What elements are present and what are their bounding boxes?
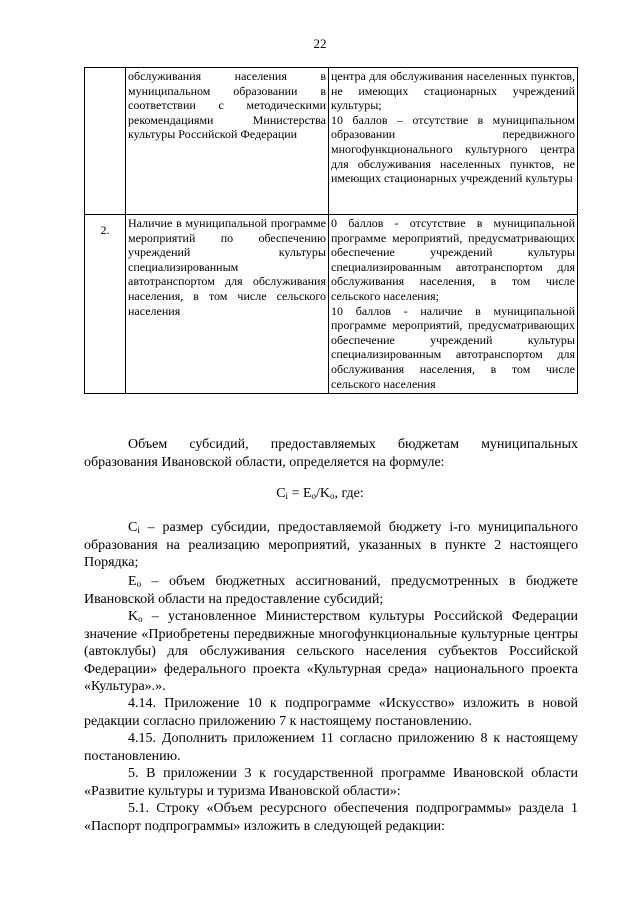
criterion-cell: Наличие в муниципальной программе мероприятий по обеспечению учреждений культуры специализированным автотранспортом для обслуживания населения, в том числе сельского населения: [126, 215, 329, 394]
row-number: 2.: [85, 215, 126, 394]
formula-subscript: i: [285, 491, 289, 501]
def-text: – размер субсидии, предоставляемой бюджету i-го муниципального образования на реализацию мероприятий, указанных в пункте 2 настоящего Порядка;: [84, 520, 578, 571]
score-cell: [329, 68, 578, 215]
formula-symbol: C: [276, 486, 286, 501]
formula: [0, 486, 640, 502]
score-text: 10 баллов – отсутствие в муниципальном образовании передвижного многофункционального культурного центра для обслуживания населенных пунктов, не имеющих стационарных учреждений культуры: [331, 112, 575, 186]
formula-text: /K: [316, 486, 331, 501]
formula-subscript: o: [311, 491, 317, 501]
table-row: [85, 215, 578, 394]
paragraph-5: 5. В приложении 3 к государственной программе Ивановской области «Развитие культуры и туризма Ивановской области»:: [84, 766, 578, 799]
score-text: 10 баллов - наличие в муниципальной программе мероприятий, предусматривающих обеспечение учреждений культуры специализированным автотранспортом для обслуживания населения, в том числе сельского населения: [331, 303, 575, 391]
def-subscript: o: [136, 579, 142, 589]
def-subscript: o: [138, 614, 143, 624]
paragraph-4-15: 4.15. Дополнить приложением 11 согласно приложению 8 к настоящему постановлению.: [84, 731, 578, 764]
def-subscript: i: [137, 525, 140, 535]
paragraph-5-1: 5.1. Строку «Объем ресурсного обеспечения подпрограммы» раздела 1 «Паспорт подпрограммы» изложить в следующей редакции:: [84, 801, 578, 834]
formula-text: = E: [288, 486, 312, 501]
score-text: центра для обслуживания населенных пунктов, не имеющих стационарных учреждений культуры;: [331, 69, 575, 113]
paragraph-4-14: 4.14. Приложение 10 к подпрограмме «Искусство» изложить в новой редакции согласно приложению 7 к настоящему постановлению.: [84, 696, 578, 729]
score-text: 0 баллов - отсутствие в муниципальной программе мероприятий, предусматривающих обеспечение учреждений культуры специализированным автотранспортом для обслуживания населения, в том числе сельского населения;: [331, 216, 575, 303]
table-row: [85, 68, 578, 215]
def-text: – объем бюджетных ассигнований, предусмотренных в бюджете Ивановской области на предоставление субсидий;: [84, 574, 578, 607]
def-text: – установленное Министерством культуры Российской Федерации значение «Приобретены передвижные многофункциональные культурные центры (автоклубы) для обслуживания сельского населения субъектов Российской Федерации» федерального проекта «Культурная среда» национального проекта «Культура».».: [84, 609, 578, 695]
def-symbol: K: [128, 609, 139, 624]
criterion-cell: обслуживания населения в муниципальном образовании в соответствии с методическими рекомендациями Министерства культуры Российской Федерации: [126, 68, 329, 215]
page-number: 22: [313, 36, 327, 51]
criteria-table: [84, 67, 578, 394]
formula-text: , где:: [334, 486, 364, 501]
definition-ci: [84, 519, 578, 572]
def-symbol: C: [128, 520, 138, 535]
definition-ko: [84, 608, 578, 696]
definition-eo: [84, 573, 578, 608]
formula-subscript: o: [330, 491, 335, 501]
score-cell: [329, 215, 578, 394]
def-symbol: E: [128, 574, 137, 589]
row-number: [85, 68, 126, 215]
intro-paragraph: Объем субсидий, предоставляемых бюджетам муниципальных образования Ивановской области, определяется на формуле:: [84, 437, 578, 470]
